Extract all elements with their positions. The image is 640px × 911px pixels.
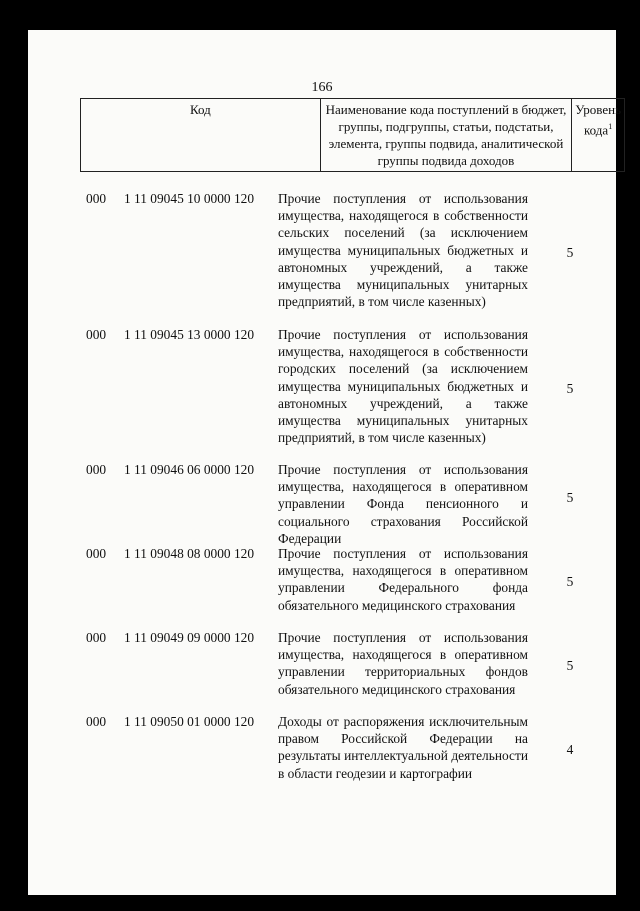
row-level: 5 — [566, 381, 574, 396]
row-code: 1 11 09046 06 0000 120 — [124, 462, 255, 477]
row-name: Доходы от распоряжения исключительным правом Российской Федерации на результаты интеллектуальной деятельности в области геодезии и картографии — [278, 714, 528, 781]
table-header — [80, 98, 625, 172]
row-code: 1 11 09048 08 0000 120 — [124, 546, 255, 561]
row-level: 5 — [566, 245, 574, 260]
row-level: 5 — [566, 658, 574, 673]
header-level — [572, 99, 625, 172]
row-code: 1 11 09045 13 0000 120 — [124, 327, 255, 342]
row-admin: 000 — [86, 191, 107, 206]
row-code: 1 11 09045 10 0000 120 — [124, 191, 255, 206]
document-page — [28, 30, 621, 895]
row-level: 5 — [566, 490, 574, 505]
page-number: 166 — [311, 80, 333, 95]
header-code-label: Код — [189, 102, 211, 117]
row-admin: 000 — [86, 462, 107, 477]
row-name: Прочие поступления от использования имущества, находящегося в оперативном управлении Федерального фонда обязательного медицинского страхования — [278, 546, 528, 613]
row-admin: 000 — [86, 546, 107, 561]
row-level: 5 — [566, 574, 574, 589]
row-name: Прочие поступления от использования имущества, находящегося в собственности сельских поселений (за исключением имущества муниципальных бюджетных и автономных учреждений, а также имущества муниципальных унитарных предприятий, в том числе казенных) — [278, 191, 528, 310]
row-name: Прочие поступления от использования имущества, находящегося в оперативном управлении Фонда пенсионного и социального страхования Российской Федерации — [278, 462, 528, 546]
row-code: 1 11 09050 01 0000 120 — [124, 714, 255, 729]
row-level: 4 — [566, 742, 574, 757]
row-name: Прочие поступления от использования имущества, находящегося в оперативном управлении территориальных фондов обязательного медицинского страхования — [278, 630, 528, 697]
header-code — [81, 99, 321, 172]
row-admin: 000 — [86, 327, 107, 342]
header-name-label: Наименование кода поступлений в бюджет, группы, подгруппы, статьи, подстатьи, элемента, группы подвида, аналитической группы подвида доходов — [325, 102, 567, 168]
row-admin: 000 — [86, 714, 107, 729]
header-level-footnote: 1 — [608, 122, 613, 131]
row-admin: 000 — [86, 630, 107, 645]
row-name: Прочие поступления от использования имущества, находящегося в собственности городских поселений (за исключением имущества муниципальных бюджетных и автономных учреждений, а также имущества муниципальных унитарных предприятий, в том числе казенных) — [278, 327, 528, 446]
header-name — [320, 99, 571, 172]
header-level-label: Уровень кода — [575, 102, 621, 138]
row-code: 1 11 09049 09 0000 120 — [124, 630, 255, 645]
